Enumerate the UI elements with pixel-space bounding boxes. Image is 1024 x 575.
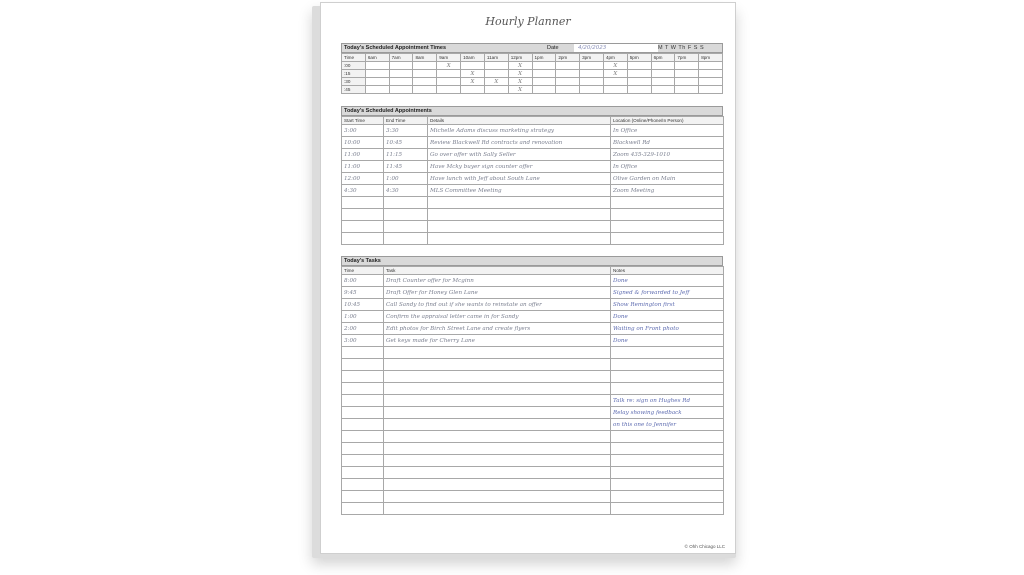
appointment-row [342, 233, 724, 245]
task-cell [342, 395, 384, 407]
appointment-cell: 4:30 [384, 185, 428, 197]
time-grid-row [342, 70, 723, 78]
appointment-cell [384, 221, 428, 233]
time-slot-cell [699, 86, 723, 94]
hour-header: 5pm [627, 54, 651, 62]
task-cell [384, 407, 611, 419]
appointments-column-header: Start Time [342, 117, 384, 125]
task-note-cell: Done [611, 335, 724, 347]
time-slot-cell [603, 78, 627, 86]
time-slot-cell [651, 62, 675, 70]
tasks-section [341, 256, 723, 515]
appointment-cell [342, 197, 384, 209]
time-slot-cell: X [508, 70, 532, 78]
time-slot-cell [413, 62, 437, 70]
hour-header: 8pm [699, 54, 723, 62]
task-row [342, 287, 724, 299]
appointment-cell: In Office [611, 125, 724, 137]
task-row [342, 455, 724, 467]
task-cell [342, 491, 384, 503]
appointments-column-header: Details [428, 117, 611, 125]
time-slot-cell [413, 78, 437, 86]
appointment-row [342, 197, 724, 209]
task-note-cell: Relay showing feedback [611, 407, 724, 419]
time-slot-cell [651, 70, 675, 78]
appointment-cell: Go over offer with Sally Seller [428, 149, 611, 161]
task-cell [342, 371, 384, 383]
time-slot-cell [365, 62, 389, 70]
appointment-row [342, 221, 724, 233]
hour-header: 2pm [556, 54, 580, 62]
task-note-cell [611, 479, 724, 491]
appointment-cell: 1:00 [384, 173, 428, 185]
appointment-cell [611, 233, 724, 245]
task-cell [384, 443, 611, 455]
appointment-cell [428, 197, 611, 209]
task-row [342, 395, 724, 407]
appointment-row [342, 185, 724, 197]
time-slot-cell [556, 86, 580, 94]
task-cell: 1:00 [342, 311, 384, 323]
task-note-cell [611, 347, 724, 359]
hour-header: 7pm [675, 54, 699, 62]
task-row [342, 359, 724, 371]
task-cell [384, 491, 611, 503]
appointment-cell: In Office [611, 161, 724, 173]
appointment-row [342, 149, 724, 161]
time-slot-cell [580, 86, 604, 94]
time-slot-cell [580, 70, 604, 78]
appointment-cell: 12:00 [342, 173, 384, 185]
appointment-cell [384, 209, 428, 221]
quarter-label: :00 [342, 62, 366, 70]
time-slot-cell [389, 78, 413, 86]
appointments-title: Today's Scheduled Appointments [344, 108, 432, 114]
appointment-cell [342, 233, 384, 245]
time-slot-cell [437, 86, 461, 94]
quarter-label: :15 [342, 70, 366, 78]
appointment-row [342, 209, 724, 221]
quarter-label: :30 [342, 78, 366, 86]
time-slot-cell [365, 78, 389, 86]
tasks-column-header: Notes [611, 267, 724, 275]
time-slot-cell [675, 62, 699, 70]
appointment-cell: Zoom 435-329-1010 [611, 149, 724, 161]
task-cell: 3:00 [342, 335, 384, 347]
task-row [342, 371, 724, 383]
time-slot-cell [580, 78, 604, 86]
task-cell: Get keys made for Cherry Lane [384, 335, 611, 347]
date-value: 4/20/2023 [574, 44, 658, 52]
appointment-cell [428, 221, 611, 233]
task-note-cell: Done [611, 311, 724, 323]
task-row [342, 479, 724, 491]
appointment-cell: 11:45 [384, 161, 428, 173]
time-slot-cell [603, 86, 627, 94]
task-row [342, 443, 724, 455]
task-note-cell: Signed & forwarded to Jeff [611, 287, 724, 299]
task-cell [342, 443, 384, 455]
time-slot-cell [484, 62, 508, 70]
planner-sheet [320, 2, 736, 554]
tasks-title: Today's Tasks [344, 258, 381, 264]
task-cell [342, 347, 384, 359]
appointments-header [341, 106, 723, 116]
time-slot-cell: X [461, 70, 485, 78]
time-column-header: Time [342, 54, 366, 62]
task-note-cell [611, 431, 724, 443]
appointment-cell [428, 209, 611, 221]
task-cell [342, 383, 384, 395]
task-cell [342, 455, 384, 467]
appointment-cell: MLS Committee Meeting [428, 185, 611, 197]
time-grid-row [342, 78, 723, 86]
task-note-cell [611, 491, 724, 503]
task-cell [384, 371, 611, 383]
time-slot-cell [461, 62, 485, 70]
time-slot-cell [532, 70, 556, 78]
time-slot-cell [556, 78, 580, 86]
task-cell [342, 467, 384, 479]
task-cell: Confirm the appraisal letter came in for Sandy [384, 311, 611, 323]
appointment-cell: Olive Garden on Main [611, 173, 724, 185]
appointment-times-header [341, 43, 723, 53]
time-slot-cell: X [437, 62, 461, 70]
task-note-cell [611, 467, 724, 479]
appointment-cell: 4:30 [342, 185, 384, 197]
appointment-cell: Zoom Meeting [611, 185, 724, 197]
task-note-cell [611, 383, 724, 395]
time-slot-cell [532, 78, 556, 86]
task-row [342, 419, 724, 431]
task-cell: 10:45 [342, 299, 384, 311]
appointment-cell: Have Mcky buyer sign counter offer [428, 161, 611, 173]
time-slot-cell [651, 86, 675, 94]
appointment-cell [611, 209, 724, 221]
task-cell [384, 359, 611, 371]
appointment-cell [384, 233, 428, 245]
task-cell [384, 479, 611, 491]
time-slot-cell: X [508, 62, 532, 70]
time-slot-cell [627, 70, 651, 78]
time-slot-cell [389, 86, 413, 94]
time-slot-cell [437, 70, 461, 78]
task-cell [384, 503, 611, 515]
appointment-cell: Have lunch with Jeff about South Lane [428, 173, 611, 185]
task-note-cell [611, 371, 724, 383]
task-cell [342, 503, 384, 515]
copyright-notice: © Ohh Chicago LLC [684, 544, 725, 549]
time-slot-cell [580, 62, 604, 70]
appointment-times-grid [341, 53, 723, 94]
task-row [342, 503, 724, 515]
task-row [342, 323, 724, 335]
time-slot-cell [413, 70, 437, 78]
appointment-cell: 11:00 [342, 161, 384, 173]
appointment-cell: 10:00 [342, 137, 384, 149]
time-slot-cell [675, 70, 699, 78]
hour-header: 6pm [651, 54, 675, 62]
time-slot-cell [532, 62, 556, 70]
hour-header: 11am [484, 54, 508, 62]
time-slot-cell [699, 78, 723, 86]
hour-header: 10am [461, 54, 485, 62]
appointment-cell: 3:30 [384, 125, 428, 137]
time-slot-cell [556, 70, 580, 78]
date-label: Date [547, 45, 559, 51]
hour-header: 4pm [603, 54, 627, 62]
appointment-cell: Review Blackwell Rd contracts and renovation [428, 137, 611, 149]
tasks-column-headers [342, 267, 724, 275]
appointment-cell: 11:00 [342, 149, 384, 161]
appointment-cell: Blackwell Rd [611, 137, 724, 149]
time-slot-cell [675, 86, 699, 94]
time-grid-row [342, 86, 723, 94]
task-row [342, 335, 724, 347]
time-slot-cell [389, 70, 413, 78]
task-cell: 8:00 [342, 275, 384, 287]
appointment-row [342, 161, 724, 173]
time-slot-cell [627, 86, 651, 94]
time-slot-cell [699, 70, 723, 78]
time-slot-cell: X [508, 78, 532, 86]
hour-header: 8am [413, 54, 437, 62]
appointment-cell: Michelle Adams discuss marketing strategy [428, 125, 611, 137]
appointment-row [342, 137, 724, 149]
time-slot-cell: X [603, 62, 627, 70]
task-cell [342, 419, 384, 431]
appointments-column-header: Location (Online/Phone/In Person) [611, 117, 724, 125]
appointment-times-title: Today's Scheduled Appointment Times [344, 45, 447, 51]
time-slot-cell: X [461, 78, 485, 86]
task-row [342, 275, 724, 287]
task-cell [384, 419, 611, 431]
time-slot-cell [461, 86, 485, 94]
appointment-cell: 3:00 [342, 125, 384, 137]
task-row [342, 431, 724, 443]
time-slot-cell: X [484, 78, 508, 86]
task-row [342, 467, 724, 479]
task-note-cell: Talk re: sign on Hughes Rd [611, 395, 724, 407]
task-note-cell: Waiting on Front photo [611, 323, 724, 335]
task-note-cell [611, 455, 724, 467]
time-slot-cell [389, 62, 413, 70]
task-cell: Call Sandy to find out if she wants to reinstate an offer [384, 299, 611, 311]
appointments-table [341, 116, 724, 245]
task-row [342, 407, 724, 419]
time-slot-cell [365, 70, 389, 78]
task-row [342, 299, 724, 311]
time-slot-cell [699, 62, 723, 70]
task-cell: Draft Counter offer for Mcginn [384, 275, 611, 287]
time-slot-cell [675, 78, 699, 86]
appointment-cell [611, 197, 724, 209]
task-note-cell [611, 359, 724, 371]
hour-header: 3pm [580, 54, 604, 62]
time-slot-cell [413, 86, 437, 94]
appointment-cell [428, 233, 611, 245]
task-cell [384, 431, 611, 443]
task-cell [342, 407, 384, 419]
task-cell: 9:45 [342, 287, 384, 299]
hour-header: 6am [365, 54, 389, 62]
appointment-cell [611, 221, 724, 233]
time-slot-cell [556, 62, 580, 70]
appointments-section [341, 106, 723, 245]
time-slot-cell [484, 86, 508, 94]
appointment-times-section [341, 43, 723, 94]
appointments-column-headers [342, 117, 724, 125]
appointment-cell [384, 197, 428, 209]
time-grid-row [342, 62, 723, 70]
appointment-cell [342, 209, 384, 221]
appointment-row [342, 125, 724, 137]
task-note-cell [611, 443, 724, 455]
hour-header: 1pm [532, 54, 556, 62]
time-slot-cell [532, 86, 556, 94]
tasks-header [341, 256, 723, 266]
weekday-letters: M T W Th F S S [658, 45, 705, 51]
task-note-cell: Show Remington first [611, 299, 724, 311]
time-slot-cell [627, 78, 651, 86]
time-slot-cell [365, 86, 389, 94]
hour-header: 9am [437, 54, 461, 62]
task-row [342, 383, 724, 395]
task-cell [384, 467, 611, 479]
time-slot-cell [437, 78, 461, 86]
task-cell [384, 383, 611, 395]
appointment-cell [342, 221, 384, 233]
task-cell: Draft Offer for Honey Glen Lane [384, 287, 611, 299]
hour-header: 7am [389, 54, 413, 62]
appointments-column-header: End Time [384, 117, 428, 125]
task-cell [384, 455, 611, 467]
appointment-cell: 10:45 [384, 137, 428, 149]
tasks-table [341, 266, 724, 515]
task-cell: 2:00 [342, 323, 384, 335]
task-cell [384, 347, 611, 359]
hour-header: 12pm [508, 54, 532, 62]
appointment-row [342, 173, 724, 185]
task-note-cell [611, 503, 724, 515]
hours-header-row [342, 54, 723, 62]
page-title: Hourly Planner [485, 15, 571, 28]
task-cell [384, 395, 611, 407]
task-cell [342, 431, 384, 443]
time-slot-cell: X [603, 70, 627, 78]
task-row [342, 311, 724, 323]
task-cell [342, 479, 384, 491]
task-row [342, 491, 724, 503]
tasks-column-header: Task [384, 267, 611, 275]
task-note-cell: on this one to Jennifer [611, 419, 724, 431]
task-cell: Edit photos for Birch Street Lane and create flyers [384, 323, 611, 335]
task-note-cell: Done [611, 275, 724, 287]
task-cell [342, 359, 384, 371]
time-slot-cell [484, 70, 508, 78]
time-slot-cell [627, 62, 651, 70]
tasks-column-header: Time [342, 267, 384, 275]
time-slot-cell: X [508, 86, 532, 94]
appointment-cell: 11:15 [384, 149, 428, 161]
task-row [342, 347, 724, 359]
quarter-label: :45 [342, 86, 366, 94]
time-slot-cell [651, 78, 675, 86]
